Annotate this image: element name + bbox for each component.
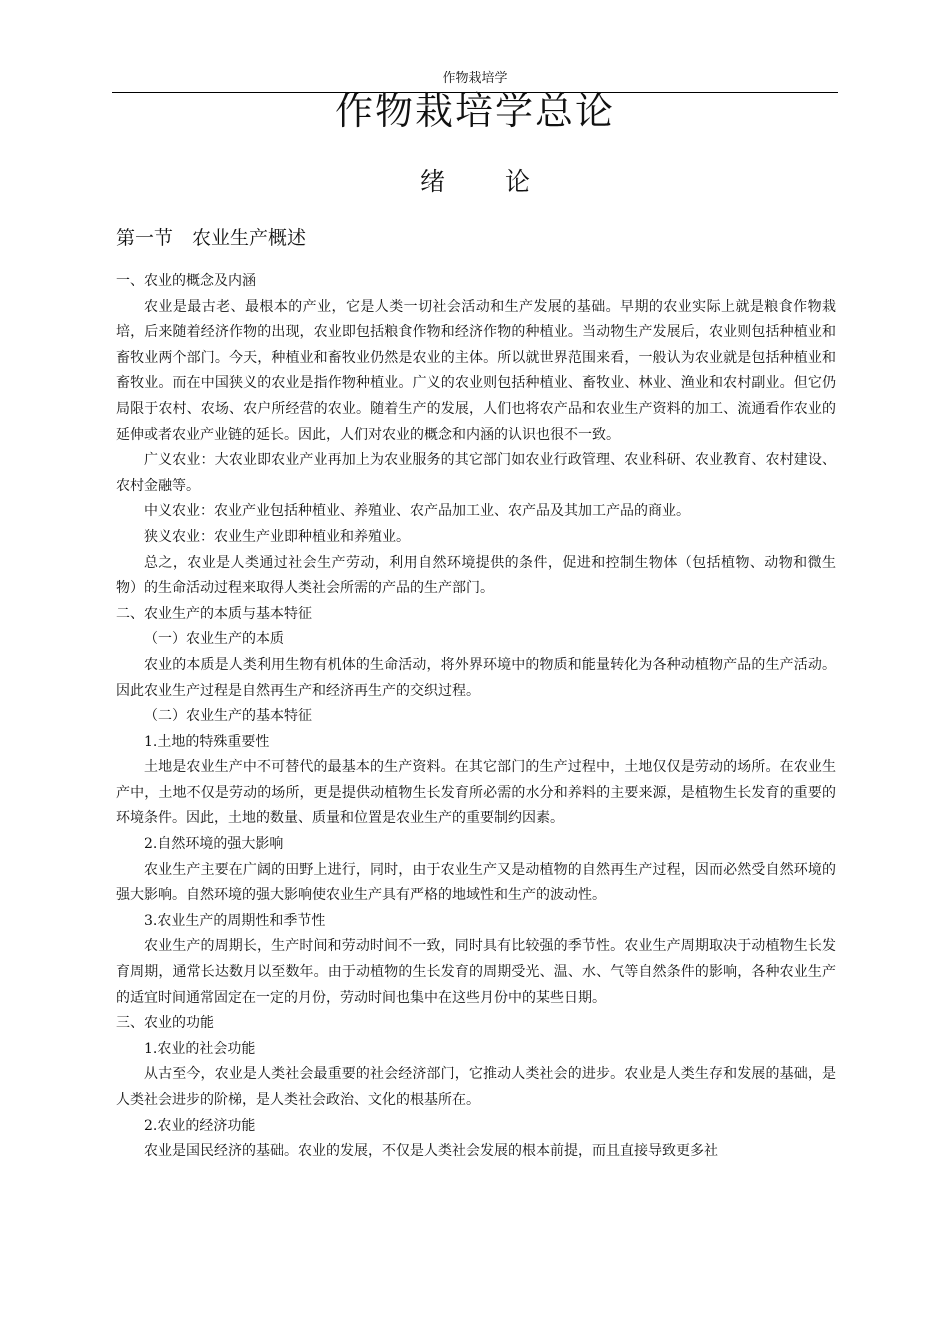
body-paragraph: 土地是农业生产中不可替代的最基本的生产资料。在其它部门的生产过程中，土地仅仅是劳动的场所。在农业生产中，土地不仅是劳动的场所，更是提供动植物生长发育所必需的水分和养料的主要来源，是植物生长发育的重要的环境条件。因此，土地的数量、质量和位置是农业生产的重要制约因素。 — [116, 759, 836, 827]
body-paragraph: （一）农业生产的本质 — [144, 631, 284, 648]
body-paragraph: 农业的本质是人类利用生物有机体的生命活动，将外界环境中的物质和能量转化为各种动植物产品的生产活动。因此农业生产过程是自然再生产和经济再生产的交织过程。 — [116, 656, 836, 699]
body-paragraph: 1.土地的特殊重要性 — [144, 733, 270, 750]
heading-line: 三、农业的功能 — [116, 1015, 214, 1032]
body-paragraph: 狭义农业：农业生产业即种植业和养殖业。 — [144, 528, 410, 545]
body-paragraph: 农业是国民经济的基础。农业的发展，不仅是人类社会发展的根本前提，而且直接导致更多社 — [144, 1143, 718, 1160]
body-paragraph: 2.自然环境的强大影响 — [144, 836, 284, 853]
body-paragraph: 从古至今，农业是人类社会最重要的社会经济部门，它推动人类社会的进步。农业是人类生存和发展的基础，是人类社会进步的阶梯，是人类社会政治、文化的根基所在。 — [116, 1066, 836, 1108]
body-paragraph: 广义农业：大农业即农业产业再加上为农业服务的其它部门如农业行政管理、农业科研、农业教育、农村建设、农村金融等。 — [116, 452, 836, 494]
body-paragraph: 中义农业：农业产业包括种植业、养殖业、农产品加工业、农产品及其加工产品的商业。 — [144, 503, 690, 520]
body-paragraph: 2.农业的经济功能 — [144, 1117, 256, 1134]
body-paragraph: （二）农业生产的基本特征 — [144, 708, 312, 725]
body-paragraph: 总之，农业是人类通过社会生产劳动，利用自然环境提供的条件，促进和控制生物体（包括植物、动物和微生物）的生命活动过程来取得人类社会所需的产品的生产部门。 — [116, 554, 836, 597]
body-paragraph: 农业生产的周期长，生产时间和劳动时间不一致，同时具有比较强的季节性。农业生产周期取决于动植物生长发育周期，通常长达数月以至数年。由于动植物的生长发育的周期受光、温、水、气等自然条件的影响，各种农业生产的适宜时间通常固定在一定的月份，劳动时间也集中在这些月份中的某些日期。 — [116, 938, 836, 1006]
chapter-title: 绪 论 — [420, 167, 556, 196]
body-paragraph: 农业生产主要在广阔的田野上进行，同时，由于农业生产又是动植物的自然再生产过程，因而必然受自然环境的强大影响。自然环境的强大影响使农业生产具有严格的地域性和生产的波动性。 — [116, 861, 836, 904]
body-paragraph: 3.农业生产的周期性和季节性 — [144, 912, 326, 929]
body-paragraph: 1.农业的社会功能 — [144, 1040, 256, 1057]
running-header: 作物栽培学 — [442, 71, 508, 86]
heading-line: 二、农业生产的本质与基本特征 — [116, 605, 312, 622]
section-title: 第一节 农业生产概述 — [116, 227, 307, 249]
document-title: 作物栽培学总论 — [334, 89, 615, 133]
body-paragraph: 农业是最古老、最根本的产业，它是人类一切社会活动和生产发展的基础。早期的农业实际上就是粮食作物栽培，后来随着经济作物的出现，农业即包括粮食作物和经济作物的种植业。当动物生产发展后，农业则包括种植业和畜牧业两个部门。今天，种植业和畜牧业仍然是农业的主体。所以就世界范围来看，一般认为农业就是包括种植业和畜牧业。而在中国狭义的农业是指作物种植业。广义的农业则包括种植业、畜牧业、林业、渔业和农村副业。但它仍局限于农村、农场、农户所经营的农业。随着生产的发展，人们也将农产品和农业生产资料的加工、流通看作农业的延伸或者农业产业链的延长。因此，人们对农业的概念和内涵的认识也很不一致。 — [116, 298, 836, 443]
heading-line: 一、农业的概念及内涵 — [116, 273, 256, 289]
document-body — [116, 269, 836, 1165]
